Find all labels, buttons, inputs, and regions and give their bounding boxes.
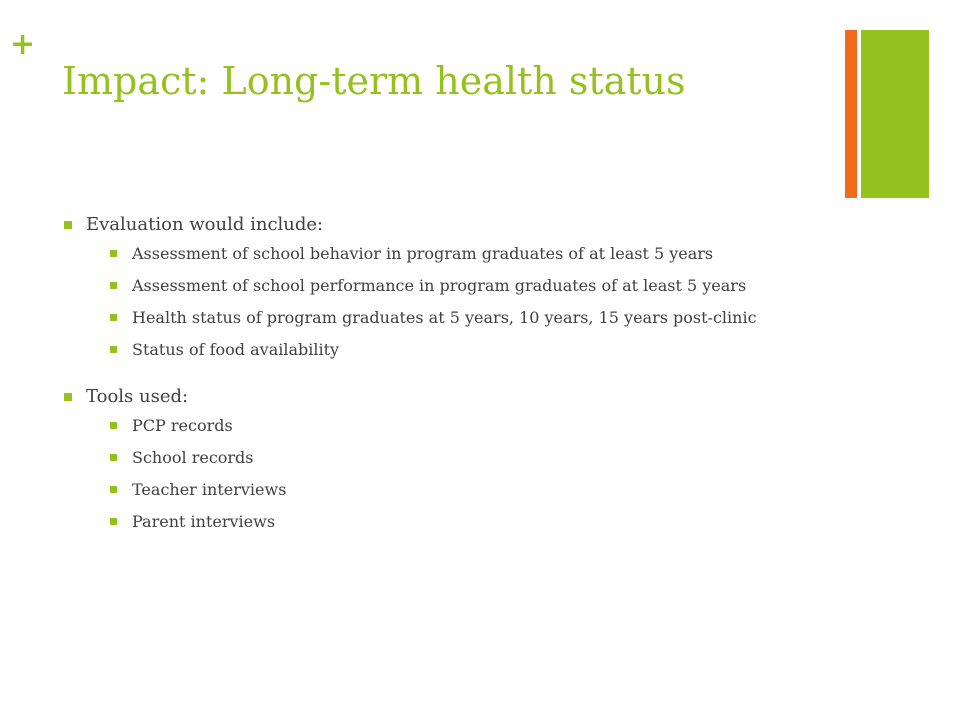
- orange-accent-bar: [845, 30, 857, 198]
- sub-bullet-list: [86, 244, 824, 360]
- square-bullet-icon: [110, 250, 117, 257]
- section-heading: [64, 384, 824, 532]
- list-item-text: Health status of program graduates at 5 years, 10 years, 15 years post-clinic: [132, 308, 757, 327]
- section-heading-text: Evaluation would include:: [86, 214, 324, 235]
- square-bullet-icon: [64, 393, 72, 401]
- slide-title: Impact: Long-term health status: [62, 59, 686, 103]
- list-item: [110, 276, 824, 296]
- green-accent-bar: [861, 30, 929, 198]
- list-item-text: Teacher interviews: [132, 480, 287, 499]
- square-bullet-icon: [64, 221, 72, 229]
- list-item-text: School records: [132, 448, 254, 467]
- slide-body: [64, 212, 824, 544]
- list-item: [110, 512, 824, 532]
- square-bullet-icon: [110, 486, 117, 493]
- list-item: [110, 244, 824, 264]
- square-bullet-icon: [110, 282, 117, 289]
- list-item: [110, 448, 824, 468]
- section-heading: [64, 212, 824, 360]
- square-bullet-icon: [110, 454, 117, 461]
- square-bullet-icon: [110, 314, 117, 321]
- sub-bullet-list: [86, 416, 824, 532]
- list-item-text: Assessment of school performance in program graduates of at least 5 years: [132, 276, 747, 295]
- list-item: [110, 340, 824, 360]
- square-bullet-icon: [110, 422, 117, 429]
- list-item-text: Parent interviews: [132, 512, 276, 531]
- list-item: [110, 480, 824, 500]
- section-tools: [64, 384, 824, 532]
- square-bullet-icon: [110, 346, 117, 353]
- list-item: [110, 416, 824, 436]
- plus-icon: +: [10, 27, 36, 62]
- list-item-text: Assessment of school behavior in program graduates of at least 5 years: [132, 244, 714, 263]
- list-item: [110, 308, 824, 328]
- square-bullet-icon: [110, 518, 117, 525]
- section-heading-text: Tools used:: [86, 386, 189, 407]
- list-item-text: PCP records: [132, 416, 233, 435]
- list-item-text: Status of food availability: [132, 340, 340, 359]
- section-evaluation: [64, 212, 824, 360]
